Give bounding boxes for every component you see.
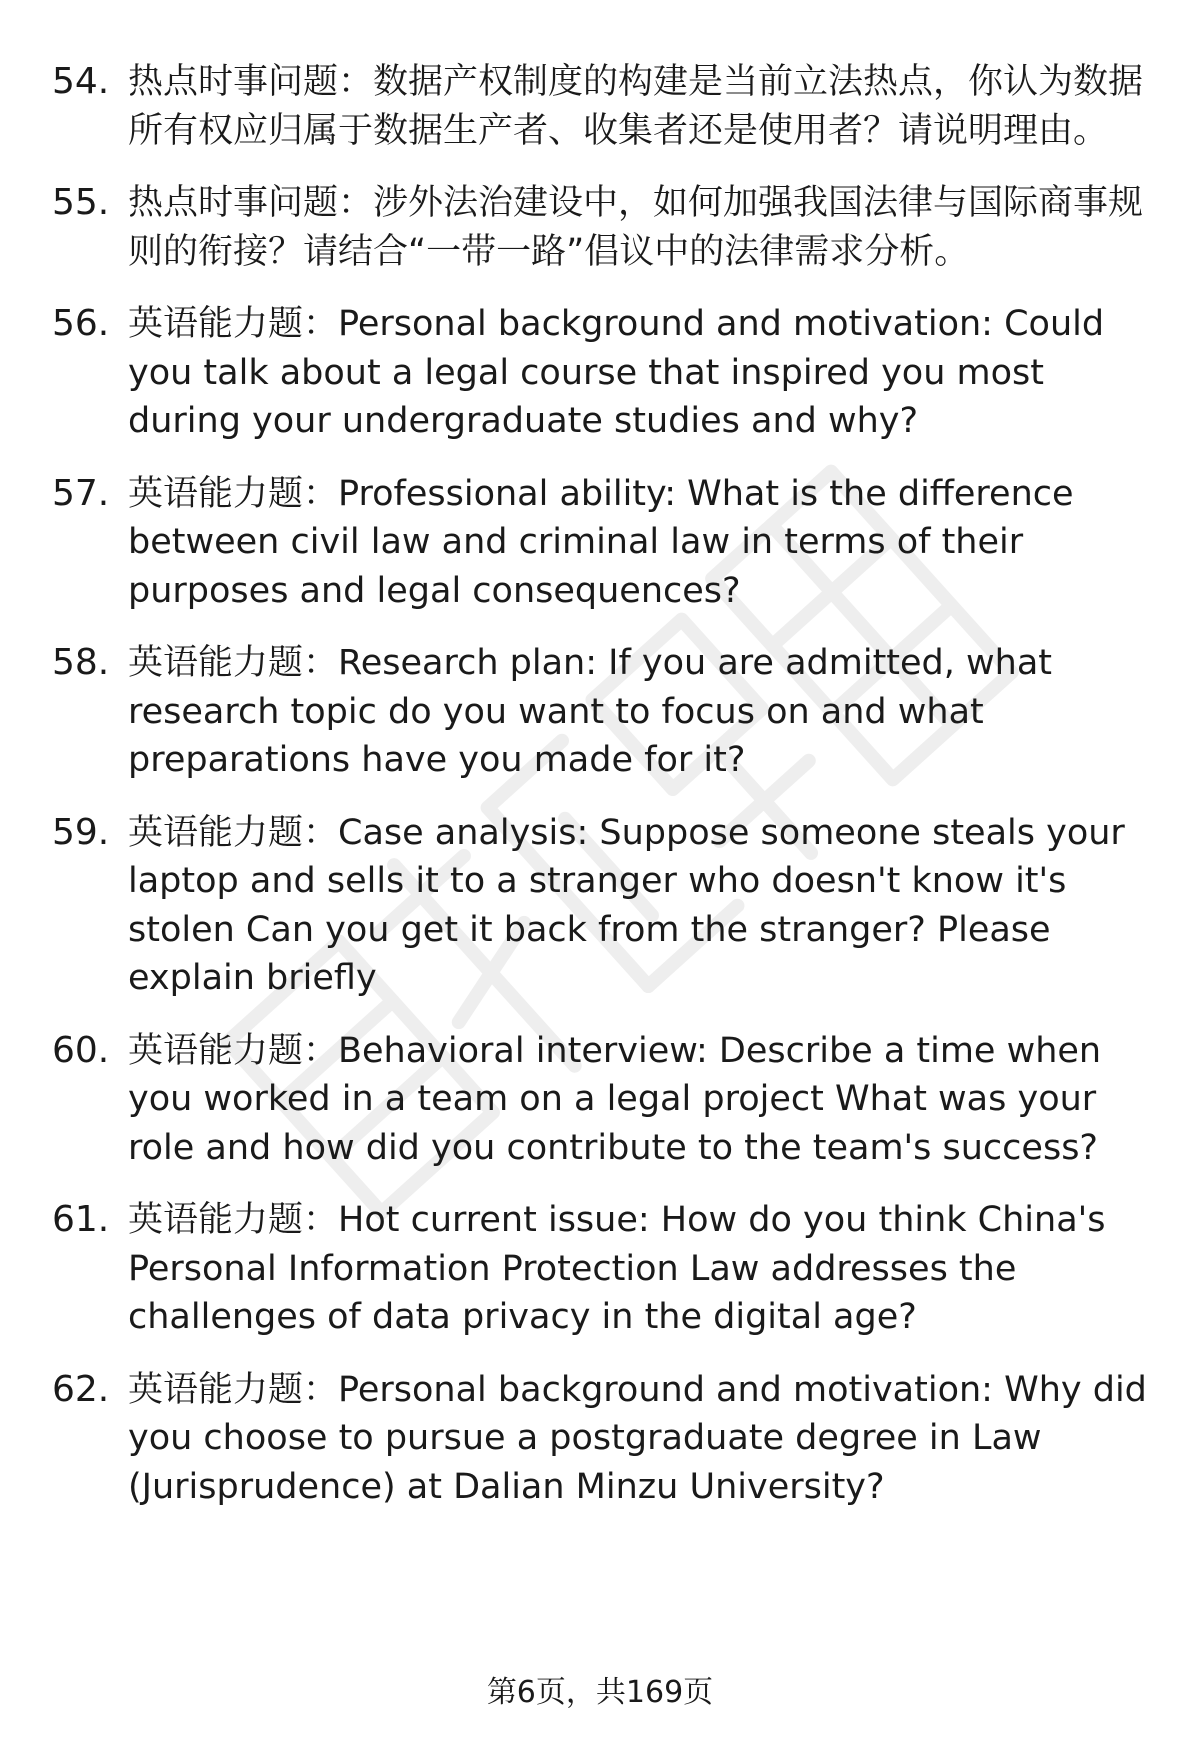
question-item: [52, 179, 1152, 276]
question-number: 55.: [52, 182, 110, 223]
question-number: 57.: [52, 472, 110, 514]
question-item: [52, 809, 1152, 1003]
question-item: [52, 1366, 1152, 1512]
question-item: [52, 300, 1152, 446]
question-item: [52, 58, 1152, 155]
question-item: [52, 1196, 1152, 1342]
question-text: 英语能力题：Professional ability: What is the difference between civil law and criminal law in terms of their purposes and legal consequences?: [128, 473, 1074, 611]
question-text: 英语能力题：Personal background and motivation: Why did you choose to pursue a postgraduate degree in Law (Jurisprudence) at Dalian Minzu University?: [128, 1369, 1147, 1507]
question-number: 56.: [52, 303, 110, 344]
question-number: 58.: [52, 642, 110, 683]
question-number: 62.: [52, 1368, 110, 1410]
page-number-label: 第6页，共169页: [486, 1675, 714, 1710]
question-text: 热点时事问题：数据产权制度的构建是当前立法热点，你认为数据所有权应归属于数据生产者、收集者还是使用者？请说明理由。: [128, 62, 1144, 151]
question-text: 英语能力题：Behavioral interview: Describe a time when you worked in a team on a legal project What was your role and how did you contribute to the team's success?: [128, 1030, 1102, 1168]
question-item: [52, 470, 1152, 616]
question-number: 59.: [52, 811, 110, 853]
question-number: 60.: [52, 1029, 110, 1071]
question-text: 英语能力题：Hot current issue: How do you think China's Personal Information Protection Law addresses the challenges of data privacy in the digital age?: [128, 1200, 1106, 1337]
page-footer: [0, 1673, 1200, 1713]
question-item: [52, 1027, 1152, 1173]
question-text: 英语能力题：Research plan: If you are admitted, what research topic do you want to focus on and what preparations have you made for it?: [128, 643, 1052, 780]
question-number: 61.: [52, 1199, 110, 1240]
question-item: [52, 639, 1152, 785]
question-text: 英语能力题：Case analysis: Suppose someone steals your laptop and sells it to a stranger who doesn't know it's stolen Can you get it back from the stranger? Please explain briefly: [128, 812, 1125, 998]
question-number: 54.: [52, 61, 110, 102]
question-list: [52, 58, 1152, 1535]
question-text: 热点时事问题：涉外法治建设中，如何加强我国法律与国际商事规则的衔接？请结合“一带一路”倡议中的法律需求分析。: [128, 183, 1144, 272]
question-text: 英语能力题：Personal background and motivation: Could you talk about a legal course that inspired you most during your undergraduate studies and why?: [128, 304, 1105, 441]
